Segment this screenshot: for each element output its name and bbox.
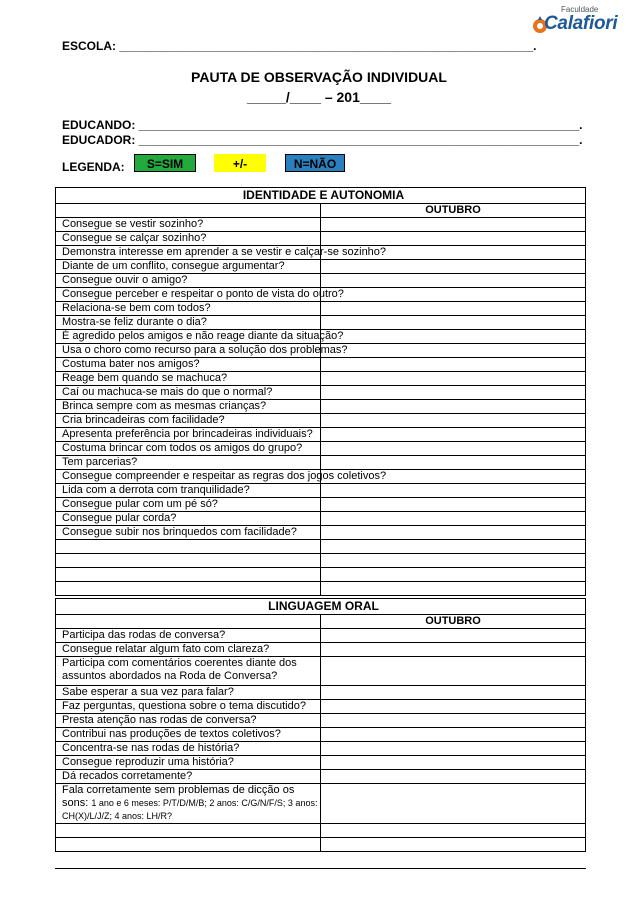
table-row [56, 302, 586, 316]
table-row [56, 414, 586, 428]
section-title: LINGUAGEM ORAL [56, 599, 586, 615]
table-row [56, 260, 586, 274]
answer-cell[interactable] [321, 344, 586, 358]
table-row [56, 330, 586, 344]
table-row [56, 756, 586, 770]
answer-cell[interactable] [321, 728, 586, 742]
answer-cell[interactable] [321, 554, 586, 568]
table-row [56, 540, 586, 554]
answer-cell[interactable] [321, 274, 586, 288]
answer-cell[interactable] [321, 400, 586, 414]
answer-cell[interactable] [321, 742, 586, 756]
table-row [56, 643, 586, 657]
answer-cell[interactable] [321, 756, 586, 770]
question-cell: Consegue perceber e respeitar o ponto de vista do outro? [56, 288, 321, 302]
answer-cell[interactable] [321, 484, 586, 498]
question-cell: Consegue compreender e respeitar as regras dos jogos coletivos? [56, 470, 321, 484]
question-cell [56, 540, 321, 554]
question-cell: Costuma brincar com todos os amigos do grupo? [56, 442, 321, 456]
question-cell: Diante de um conflito, consegue argumentar? [56, 260, 321, 274]
question-cell [56, 568, 321, 582]
answer-cell[interactable] [321, 372, 586, 386]
table-row [56, 582, 586, 596]
calafiori-logo [530, 2, 630, 38]
answer-cell[interactable] [321, 657, 586, 686]
logo-small-text: Faculdade [561, 5, 599, 14]
question-cell: Demonstra interesse em aprender a se vestir e calçar-se sozinho? [56, 246, 321, 260]
escola-field[interactable]: ESCOLA: ______________________________________________________________. [62, 39, 537, 53]
answer-cell[interactable] [321, 428, 586, 442]
table-row [56, 274, 586, 288]
question-cell [56, 554, 321, 568]
question-cell: Consegue subir nos brinquedos com facilidade? [56, 526, 321, 540]
table-row [56, 700, 586, 714]
table-row [56, 386, 586, 400]
answer-cell[interactable] [321, 330, 586, 344]
question-cell: Lida com a derrota com tranquilidade? [56, 484, 321, 498]
table-row [56, 657, 586, 686]
question-cell: Consegue reproduzir uma história? [56, 756, 321, 770]
table-row [56, 288, 586, 302]
table-row [56, 629, 586, 643]
table-row [56, 498, 586, 512]
answer-cell[interactable] [321, 686, 586, 700]
answer-cell[interactable] [321, 629, 586, 643]
table-row [56, 554, 586, 568]
answer-cell[interactable] [321, 498, 586, 512]
section-title: IDENTIDADE E AUTONOMIA [56, 188, 586, 204]
table-row [56, 568, 586, 582]
answer-cell[interactable] [321, 700, 586, 714]
question-cell [56, 582, 321, 596]
answer-cell[interactable] [321, 414, 586, 428]
answer-cell[interactable] [321, 442, 586, 456]
table-row [56, 770, 586, 784]
educador-field[interactable]: EDUCADOR: __________________________________________________________________. [62, 133, 583, 147]
answer-cell[interactable] [321, 568, 586, 582]
answer-cell[interactable] [321, 540, 586, 554]
table-linguagem-oral [55, 598, 586, 852]
question-cell: Mostra-se feliz durante o dia? [56, 316, 321, 330]
answer-cell[interactable] [321, 302, 586, 316]
question-cell: Faz perguntas, questiona sobre o tema discutido? [56, 700, 321, 714]
question-cell: Reage bem quando se machuca? [56, 372, 321, 386]
table-row [56, 526, 586, 540]
month-header: OUTUBRO [321, 204, 586, 218]
footer-rule [55, 868, 586, 869]
question-cell: Consegue pular corda? [56, 512, 321, 526]
legend-sim: S=SIM [134, 154, 196, 172]
question-cell: Consegue se vestir sozinho? [56, 218, 321, 232]
question-cell: Sabe esperar a sua vez para falar? [56, 686, 321, 700]
table-row [56, 232, 586, 246]
answer-cell[interactable] [321, 526, 586, 540]
logo-name: Calafiori [544, 13, 618, 34]
table-row [56, 442, 586, 456]
dicção-ages-text: 1 ano e 6 meses: P/T/D/M/B; 2 anos: C/G/N/F/S; 3 anos: CH(X)/L/J/Z; 4 anos: LH/R? [62, 798, 318, 821]
table-row [56, 484, 586, 498]
answer-cell[interactable] [321, 288, 586, 302]
page-title: PAUTA DE OBSERVAÇÃO INDIVIDUAL [191, 69, 447, 85]
educando-field[interactable]: EDUCANDO: __________________________________________________________________. [62, 118, 583, 132]
table-row [56, 784, 586, 824]
table-row [56, 838, 586, 852]
table-row [56, 372, 586, 386]
answer-cell[interactable] [321, 838, 586, 852]
question-cell: Caí ou machuca-se mais do que o normal? [56, 386, 321, 400]
question-cell: Participa das rodas de conversa? [56, 629, 321, 643]
table-row [56, 470, 586, 484]
question-cell [56, 784, 321, 824]
date-line[interactable]: _____/____ – 201____ [246, 89, 392, 105]
month-header: OUTUBRO [321, 615, 586, 629]
table-row [56, 686, 586, 700]
month-header-spacer [56, 615, 321, 629]
answer-cell[interactable] [321, 456, 586, 470]
table-identidade-autonomia [55, 187, 586, 596]
answer-cell[interactable] [321, 260, 586, 274]
table-row [56, 218, 586, 232]
table-row [56, 428, 586, 442]
question-cell [56, 824, 321, 838]
table-row [56, 400, 586, 414]
question-cell: Consegue ouvir o amigo? [56, 274, 321, 288]
month-header-spacer [56, 204, 321, 218]
answer-cell[interactable] [321, 784, 586, 824]
question-cell: É agredido pelos amigos e não reage diante da situação? [56, 330, 321, 344]
question-cell: Usa o choro como recurso para a solução dos problemas? [56, 344, 321, 358]
table-row [56, 742, 586, 756]
answer-cell[interactable] [321, 582, 586, 596]
question-cell: Brinca sempre com as mesmas crianças? [56, 400, 321, 414]
table-row [56, 728, 586, 742]
table-row [56, 358, 586, 372]
answer-cell[interactable] [321, 770, 586, 784]
question-cell: Presta atenção nas rodas de conversa? [56, 714, 321, 728]
question-cell: Concentra-se nas rodas de história? [56, 742, 321, 756]
question-cell [56, 838, 321, 852]
answer-cell[interactable] [321, 218, 586, 232]
question-cell: Dá recados corretamente? [56, 770, 321, 784]
table-row [56, 316, 586, 330]
legend-nao: N=NÃO [285, 154, 345, 172]
question-cell: Consegue relatar algum fato com clareza? [56, 643, 321, 657]
question-cell: Consegue se calçar sozinho? [56, 232, 321, 246]
answer-cell[interactable] [321, 358, 586, 372]
answer-cell[interactable] [321, 824, 586, 838]
table-row [56, 246, 586, 260]
legend-mais-menos: +/- [214, 154, 266, 172]
table-row [56, 344, 586, 358]
dicção-text: Fala corretamente sem problemas de dicção os sons: [62, 784, 295, 809]
answer-cell[interactable] [321, 643, 586, 657]
question-cell: Participa com comentários coerentes diante dos assuntos abordados na Roda de Conversa? [56, 657, 321, 686]
question-cell: Contribui nas produções de textos coletivos? [56, 728, 321, 742]
table-row [56, 512, 586, 526]
table-row [56, 456, 586, 470]
question-cell: Tem parcerias? [56, 456, 321, 470]
question-cell: Cria brincadeiras com facilidade? [56, 414, 321, 428]
answer-cell[interactable] [321, 316, 586, 330]
answer-cell[interactable] [321, 232, 586, 246]
answer-cell[interactable] [321, 512, 586, 526]
question-cell: Costuma bater nos amigos? [56, 358, 321, 372]
legend-label: LEGENDA: [62, 160, 125, 174]
question-cell: Relaciona-se bem com todos? [56, 302, 321, 316]
question-cell: Consegue pular com um pé só? [56, 498, 321, 512]
answer-cell[interactable] [321, 386, 586, 400]
table-row [56, 824, 586, 838]
table-row [56, 714, 586, 728]
question-cell: Apresenta preferência por brincadeiras individuais? [56, 428, 321, 442]
answer-cell[interactable] [321, 714, 586, 728]
